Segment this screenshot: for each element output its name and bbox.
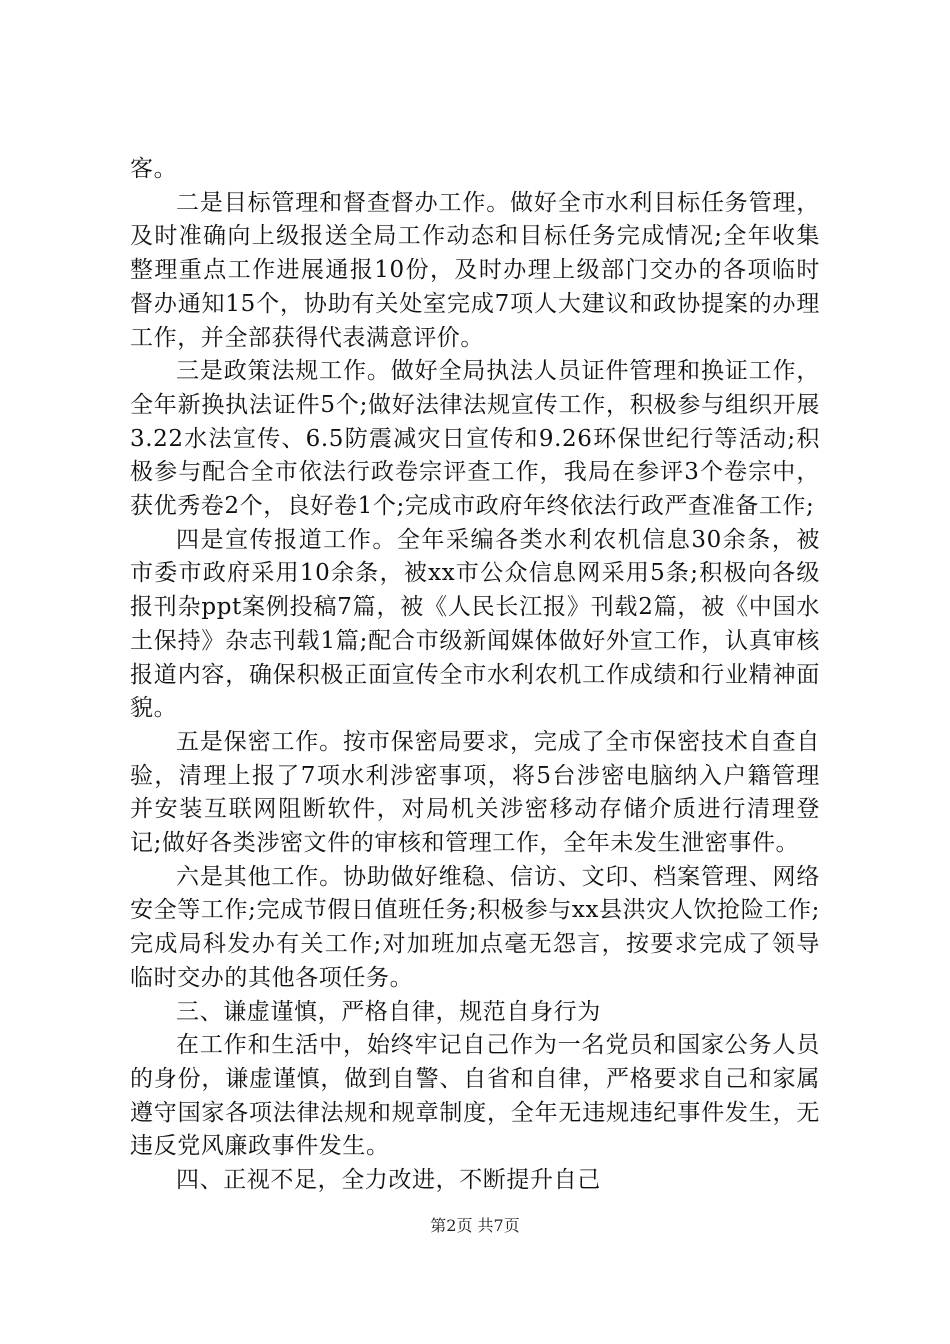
paragraph-self-discipline: 在工作和生活中，始终牢记自己作为一名党员和国家公务人员的身份，谦虚谨慎，做到自警、自省和自律，严格要求自己和家属遵守国家各项法律法规和规章制度，全年无违规违纪事件发生，无违反党风廉政事件发生。 — [130, 1032, 820, 1160]
section-heading-self-discipline: 三、谦虚谨慎，严格自律，规范自身行为 — [176, 998, 601, 1025]
section-heading-improvement: 四、正视不足，全力改进，不断提升自己 — [176, 1167, 601, 1194]
page-number-footer: 第2页 共7页 — [430, 1216, 520, 1235]
paragraph-publicity-reporting: 四是宣传报道工作。全年采编各类水利农机信息30余条，被市委市政府采用10余条，被xx市公众信息网采用5条;积极向各级报刊杂ppt案例投稿7篇，被《人民长江报》刊载2篇，被《中国水土保持》杂志刊载1篇;配合市级新闻媒体做好外宣工作，认真审核报道内容，确保积极正面宣传全市水利农机工作成绩和行业精神面貌。 — [130, 526, 820, 722]
document-body — [130, 153, 820, 1198]
paragraph-other-work: 六是其他工作。协助做好维稳、信访、文印、档案管理、网络安全等工作;完成节假日值班任务;积极参与xx县洪灾人饮抢险工作;完成局科发办有关工作;对加班加点毫无怨言，按要求完成了领导临时交办的其他各项任务。 — [130, 863, 820, 991]
paragraph-confidentiality: 五是保密工作。按市保密局要求，完成了全市保密技术自查自验，清理上报了7项水利涉密事项，将5台涉密电脑纳入户籍管理并安装互联网阻断软件，对局机关涉密移动存储介质进行清理登记;做好各类涉密文件的审核和管理工作，全年未发生泄密事件。 — [130, 728, 820, 857]
paragraph-target-management: 二是目标管理和督查督办工作。做好全市水利目标任务管理，及时准确向上级报送全局工作动态和目标任务完成情况;全年收集整理重点工作进展通报10份，及时办理上级部门交办的各项临时督办通知15个，协助有关处室完成7项人大建议和政协提案的办理工作，并全部获得代表满意评价。 — [130, 189, 820, 351]
paragraph-continuation: 客。 — [130, 156, 178, 182]
paragraph-policy-regulation: 三是政策法规工作。做好全局执法人员证件管理和换证工作，全年新换执法证件5个;做好法律法规宣传工作，积极参与组织开展3.22水法宣传、6.5防震减灾日宣传和9.26环保世纪行等活动;积极参与配合全市依法行政卷宗评查工作，我局在参评3个卷宗中，获优秀卷2个，良好卷1个;完成市政府年终依法行政严查准备工作; — [130, 358, 820, 520]
